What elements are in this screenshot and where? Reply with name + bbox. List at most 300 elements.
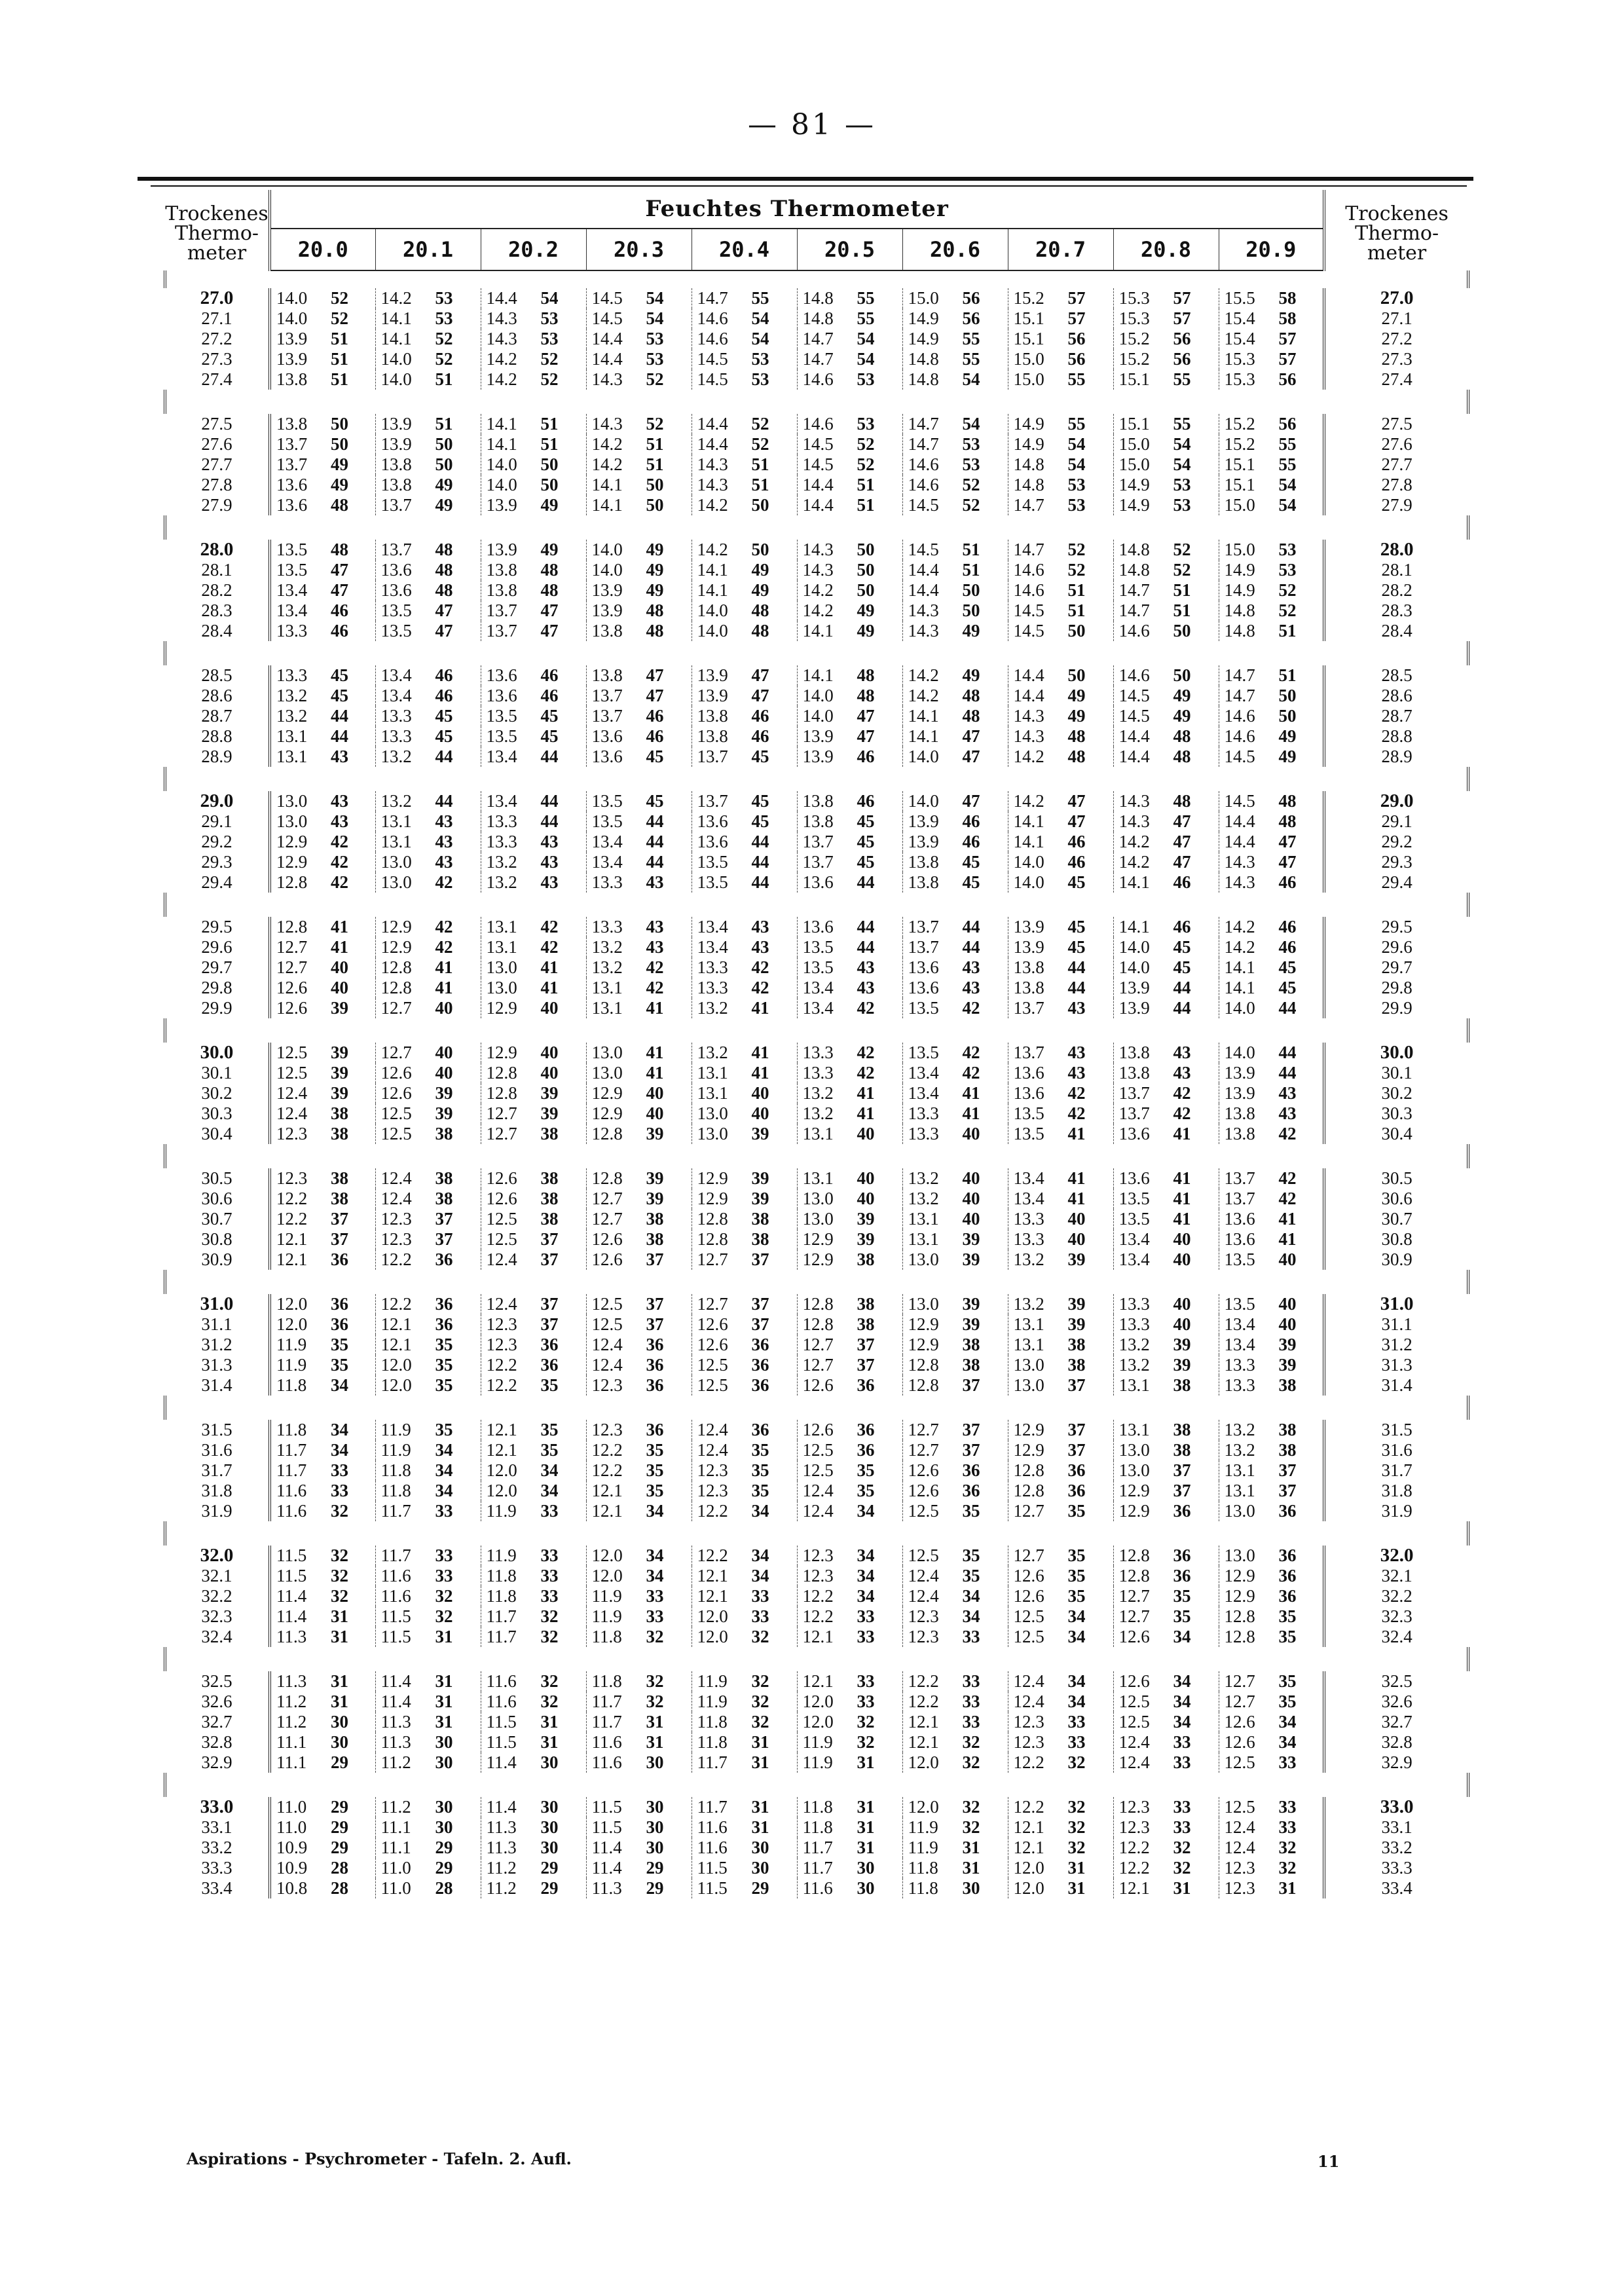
reading-cell xyxy=(375,1043,481,1063)
vapor-value: 12.9 xyxy=(591,1103,623,1123)
humidity-value: 45 xyxy=(962,852,980,872)
dry-temp-right: 33.2 xyxy=(1324,1838,1468,1858)
vapor-value: 15.4 xyxy=(1224,329,1255,348)
humidity-value: 47 xyxy=(857,706,875,726)
dry-temp-left: 29.0 xyxy=(165,791,270,811)
dry-temp-right: 27.0 xyxy=(1324,288,1468,308)
reading-cell xyxy=(902,1566,1008,1586)
humidity-value: 40 xyxy=(435,1063,453,1083)
humidity-value: 32 xyxy=(1278,1838,1297,1857)
vapor-value: 14.1 xyxy=(1013,811,1044,831)
vapor-value: 11.9 xyxy=(591,1586,622,1606)
humidity-value: 50 xyxy=(1173,665,1191,685)
vapor-value: 13.9 xyxy=(486,540,517,559)
vapor-value: 13.9 xyxy=(908,811,939,831)
vapor-value: 13.2 xyxy=(486,872,517,892)
vapor-value: 14.0 xyxy=(1224,1043,1255,1062)
humidity-value: 35 xyxy=(435,1375,453,1395)
vapor-value: 13.0 xyxy=(1118,1460,1150,1480)
humidity-value: 32 xyxy=(962,1797,980,1817)
vapor-value: 13.6 xyxy=(380,560,412,580)
humidity-value: 53 xyxy=(857,414,875,434)
vapor-value: 12.8 xyxy=(1118,1546,1150,1565)
humidity-value: 53 xyxy=(857,369,875,389)
humidity-value: 38 xyxy=(540,1209,559,1229)
humidity-value: 39 xyxy=(540,1103,559,1123)
vapor-value: 13.7 xyxy=(697,747,728,766)
reading-cell xyxy=(1008,1294,1113,1314)
humidity-value: 49 xyxy=(540,495,559,515)
vapor-value: 13.9 xyxy=(1013,937,1044,957)
reading-cell xyxy=(797,1440,902,1460)
humidity-value: 35 xyxy=(962,1566,980,1585)
reading-cell xyxy=(692,434,797,454)
vapor-value: 14.1 xyxy=(1224,978,1255,997)
reading-cell xyxy=(1008,917,1113,937)
reading-cell xyxy=(1219,1124,1324,1144)
dry-temp-left: 29.8 xyxy=(165,978,270,998)
vapor-value: 12.3 xyxy=(802,1546,834,1565)
reading-cell xyxy=(481,621,586,641)
vapor-value: 11.6 xyxy=(591,1732,622,1752)
humidity-value: 50 xyxy=(435,454,453,474)
humidity-value: 39 xyxy=(646,1124,664,1143)
vapor-value: 12.7 xyxy=(802,1335,834,1354)
humidity-value: 40 xyxy=(962,1189,980,1208)
reading-cell xyxy=(481,1335,586,1355)
humidity-value: 45 xyxy=(1173,957,1191,977)
vapor-value: 13.2 xyxy=(1224,1420,1255,1439)
dry-temp-left: 28.5 xyxy=(165,665,270,686)
reading-cell xyxy=(586,1627,692,1647)
vapor-value: 14.1 xyxy=(380,329,412,348)
reading-cell xyxy=(1113,1460,1219,1481)
dry-temp-left: 33.0 xyxy=(165,1797,270,1817)
humidity-value: 52 xyxy=(1173,560,1191,580)
vapor-value: 12.9 xyxy=(1118,1481,1150,1500)
humidity-value: 43 xyxy=(1278,1083,1297,1103)
dry-temp-left: 31.0 xyxy=(165,1294,270,1314)
humidity-value: 37 xyxy=(962,1420,980,1439)
reading-cell xyxy=(375,1083,481,1103)
vapor-value: 14.0 xyxy=(1118,937,1150,957)
reading-cell xyxy=(270,1838,375,1858)
reading-cell xyxy=(902,852,1008,872)
dry-temp-left: 31.1 xyxy=(165,1314,270,1335)
vapor-value: 12.2 xyxy=(380,1294,412,1314)
vapor-value: 13.9 xyxy=(591,580,623,600)
humidity-value: 50 xyxy=(1278,686,1297,705)
vapor-value: 13.3 xyxy=(486,811,517,831)
reading-cell xyxy=(375,1692,481,1712)
vapor-value: 13.3 xyxy=(276,621,308,640)
humidity-value: 37 xyxy=(331,1229,348,1249)
reading-cell xyxy=(797,495,902,515)
humidity-value: 33 xyxy=(646,1606,664,1626)
humidity-value: 32 xyxy=(540,1627,559,1646)
reading-cell xyxy=(1219,1732,1324,1752)
vapor-value: 14.4 xyxy=(697,414,728,434)
vapor-value: 13.8 xyxy=(380,475,412,494)
vapor-value: 12.8 xyxy=(380,978,412,997)
vapor-value: 13.5 xyxy=(697,852,728,872)
reading-cell xyxy=(270,1168,375,1189)
vapor-value: 13.9 xyxy=(697,665,728,685)
reading-cell xyxy=(481,1440,586,1460)
reading-cell xyxy=(375,349,481,369)
humidity-value: 42 xyxy=(962,1063,980,1083)
vapor-value: 13.4 xyxy=(802,998,834,1018)
vapor-value: 11.0 xyxy=(276,1817,307,1837)
humidity-value: 47 xyxy=(331,580,348,600)
reading-cell xyxy=(797,957,902,978)
reading-cell xyxy=(270,686,375,706)
reading-cell xyxy=(481,957,586,978)
reading-cell xyxy=(481,1189,586,1209)
reading-cell xyxy=(481,1063,586,1083)
table-row xyxy=(165,1440,1468,1460)
vapor-value: 12.3 xyxy=(591,1375,623,1395)
dry-temp-right: 32.6 xyxy=(1324,1692,1468,1712)
reading-cell xyxy=(692,1189,797,1209)
humidity-value: 54 xyxy=(857,329,875,348)
reading-cell xyxy=(586,791,692,811)
vapor-value: 12.7 xyxy=(1224,1671,1255,1691)
dry-temp-left: 32.2 xyxy=(165,1586,270,1606)
vapor-value: 11.3 xyxy=(486,1838,517,1857)
reading-cell xyxy=(692,1817,797,1838)
dry-temp-left: 29.1 xyxy=(165,811,270,832)
vapor-value: 11.6 xyxy=(276,1501,307,1521)
reading-cell xyxy=(1008,1103,1113,1124)
humidity-value: 33 xyxy=(857,1671,875,1691)
vapor-value: 14.2 xyxy=(908,686,939,705)
reading-cell xyxy=(270,957,375,978)
reading-cell xyxy=(375,1168,481,1189)
block-spacer xyxy=(165,641,1468,665)
vapor-value: 13.8 xyxy=(1224,1124,1255,1143)
table-row xyxy=(165,1375,1468,1396)
vapor-value: 13.9 xyxy=(591,601,623,620)
wet-column-header: 20.1 xyxy=(375,229,481,270)
humidity-value: 54 xyxy=(646,288,664,308)
reading-cell xyxy=(270,580,375,601)
table-row xyxy=(165,706,1468,726)
humidity-value: 48 xyxy=(331,540,348,559)
reading-cell xyxy=(375,1355,481,1375)
reading-cell xyxy=(1113,1189,1219,1209)
reading-cell xyxy=(1113,1627,1219,1647)
vapor-value: 14.1 xyxy=(1118,917,1150,936)
humidity-value: 50 xyxy=(646,495,664,515)
dry-temp-right: 33.3 xyxy=(1324,1858,1468,1878)
reading-cell xyxy=(902,1335,1008,1355)
vapor-value: 13.5 xyxy=(1224,1250,1255,1269)
vapor-value: 12.3 xyxy=(908,1627,939,1646)
vapor-value: 14.2 xyxy=(486,369,517,389)
vapor-value: 14.4 xyxy=(1013,686,1044,705)
reading-cell xyxy=(375,1103,481,1124)
humidity-value: 31 xyxy=(1067,1878,1086,1898)
table-body xyxy=(165,270,1468,1898)
table-row xyxy=(165,580,1468,601)
humidity-value: 45 xyxy=(1067,872,1086,892)
vapor-value: 12.6 xyxy=(908,1481,939,1500)
vapor-value: 13.9 xyxy=(1118,978,1150,997)
vapor-value: 12.8 xyxy=(276,917,308,936)
vapor-value: 14.3 xyxy=(697,454,728,474)
reading-cell xyxy=(1219,686,1324,706)
reading-cell xyxy=(902,1168,1008,1189)
dry-temp-right: 30.8 xyxy=(1324,1229,1468,1250)
table-row xyxy=(165,1797,1468,1817)
dry-temp-left: 28.9 xyxy=(165,747,270,767)
dry-temp-right: 28.6 xyxy=(1324,686,1468,706)
vapor-value: 12.7 xyxy=(697,1250,728,1269)
vapor-value: 13.8 xyxy=(276,414,308,434)
dry-temp-left: 29.6 xyxy=(165,937,270,957)
vapor-value: 12.8 xyxy=(1013,1481,1044,1500)
reading-cell xyxy=(586,832,692,852)
reading-cell xyxy=(692,495,797,515)
humidity-value: 43 xyxy=(857,957,875,977)
vapor-value: 14.7 xyxy=(1013,540,1044,559)
vapor-value: 11.2 xyxy=(380,1752,411,1772)
vapor-value: 11.9 xyxy=(697,1671,728,1691)
reading-cell xyxy=(481,1878,586,1898)
humidity-value: 44 xyxy=(962,917,980,936)
humidity-value: 40 xyxy=(540,1063,559,1083)
humidity-value: 36 xyxy=(540,1335,559,1354)
reading-cell xyxy=(1008,1501,1113,1521)
vapor-value: 12.7 xyxy=(1013,1546,1044,1565)
humidity-value: 44 xyxy=(331,726,348,746)
vapor-value: 12.9 xyxy=(591,1083,623,1103)
vapor-value: 12.4 xyxy=(276,1083,308,1103)
reading-cell xyxy=(902,832,1008,852)
humidity-value: 35 xyxy=(435,1335,453,1354)
table-row xyxy=(165,475,1468,495)
humidity-value: 49 xyxy=(646,580,664,600)
vapor-value: 13.8 xyxy=(802,811,834,831)
vapor-value: 15.3 xyxy=(1224,369,1255,389)
dry-temp-left: 29.9 xyxy=(165,998,270,1018)
humidity-value: 51 xyxy=(1067,580,1086,600)
vapor-value: 12.8 xyxy=(1224,1606,1255,1626)
vapor-value: 13.6 xyxy=(591,747,623,766)
humidity-value: 38 xyxy=(1067,1335,1086,1354)
footer-title: Aspirations - Psychrometer - Tafeln. 2. Aufl. xyxy=(187,2149,572,2168)
humidity-value: 52 xyxy=(857,434,875,454)
humidity-value: 40 xyxy=(1173,1250,1191,1269)
vapor-value: 12.1 xyxy=(908,1732,939,1752)
vapor-value: 12.6 xyxy=(591,1229,623,1249)
reading-cell xyxy=(902,1375,1008,1396)
humidity-value: 51 xyxy=(751,454,769,474)
vapor-value: 12.1 xyxy=(697,1586,728,1606)
vapor-value: 13.6 xyxy=(486,686,517,705)
table-row xyxy=(165,1229,1468,1250)
humidity-value: 38 xyxy=(331,1189,348,1208)
humidity-value: 49 xyxy=(751,560,769,580)
humidity-value: 35 xyxy=(540,1420,559,1439)
vapor-value: 14.1 xyxy=(1118,872,1150,892)
vapor-value: 13.8 xyxy=(802,791,834,811)
humidity-value: 40 xyxy=(1067,1229,1086,1249)
vapor-value: 13.2 xyxy=(908,1189,939,1208)
humidity-value: 44 xyxy=(1173,978,1191,997)
reading-cell xyxy=(1219,349,1324,369)
reading-cell xyxy=(692,1124,797,1144)
reading-cell xyxy=(902,1481,1008,1501)
vapor-value: 13.7 xyxy=(1118,1083,1150,1103)
table-row xyxy=(165,1692,1468,1712)
vapor-value: 14.8 xyxy=(1118,560,1150,580)
humidity-value: 38 xyxy=(962,1355,980,1375)
reading-cell xyxy=(481,1124,586,1144)
reading-cell xyxy=(692,811,797,832)
reading-cell xyxy=(1113,1375,1219,1396)
humidity-value: 31 xyxy=(540,1732,559,1752)
humidity-value: 41 xyxy=(1067,1168,1086,1188)
reading-cell xyxy=(481,1420,586,1440)
vapor-value: 14.9 xyxy=(1118,495,1150,515)
humidity-value: 30 xyxy=(751,1838,769,1857)
humidity-value: 54 xyxy=(962,414,980,434)
reading-cell xyxy=(1113,686,1219,706)
table-row xyxy=(165,832,1468,852)
humidity-value: 34 xyxy=(331,1420,348,1439)
reading-cell xyxy=(375,329,481,349)
humidity-value: 39 xyxy=(1278,1335,1297,1354)
reading-cell xyxy=(1008,434,1113,454)
reading-cell xyxy=(1219,601,1324,621)
reading-cell xyxy=(902,601,1008,621)
top-rule-thin xyxy=(151,185,1467,187)
dry-temp-right: 28.2 xyxy=(1324,580,1468,601)
vapor-value: 14.1 xyxy=(802,621,834,640)
humidity-value: 35 xyxy=(1173,1586,1191,1606)
humidity-value: 34 xyxy=(857,1501,875,1521)
reading-cell xyxy=(586,1732,692,1752)
dry-temp-right: 31.3 xyxy=(1324,1355,1468,1375)
humidity-value: 42 xyxy=(1067,1103,1086,1123)
vapor-value: 14.4 xyxy=(1118,747,1150,766)
vapor-value: 13.5 xyxy=(908,1043,939,1062)
reading-cell xyxy=(270,1314,375,1335)
vapor-value: 14.0 xyxy=(908,747,939,766)
humidity-value: 51 xyxy=(646,434,664,454)
humidity-value: 50 xyxy=(540,454,559,474)
reading-cell xyxy=(1113,832,1219,852)
vapor-value: 12.8 xyxy=(591,1124,623,1143)
humidity-value: 53 xyxy=(962,454,980,474)
humidity-value: 43 xyxy=(331,791,348,811)
dry-temp-left: 32.8 xyxy=(165,1732,270,1752)
vapor-value: 12.4 xyxy=(1118,1752,1150,1772)
humidity-value: 31 xyxy=(751,1797,769,1817)
humidity-value: 39 xyxy=(857,1209,875,1229)
reading-cell xyxy=(270,978,375,998)
reading-cell xyxy=(692,580,797,601)
table-row xyxy=(165,1314,1468,1335)
vapor-value: 14.7 xyxy=(1224,686,1255,705)
humidity-value: 48 xyxy=(435,540,453,559)
vapor-value: 13.4 xyxy=(1224,1335,1255,1354)
humidity-value: 41 xyxy=(540,978,559,997)
reading-cell xyxy=(692,475,797,495)
reading-cell xyxy=(375,434,481,454)
humidity-value: 51 xyxy=(435,369,453,389)
vapor-value: 14.9 xyxy=(1013,414,1044,434)
humidity-value: 31 xyxy=(435,1692,453,1711)
humidity-value: 45 xyxy=(331,665,348,685)
reading-cell xyxy=(1113,1250,1219,1270)
humidity-value: 51 xyxy=(1278,665,1297,685)
reading-cell xyxy=(481,288,586,308)
reading-cell xyxy=(586,726,692,747)
reading-cell xyxy=(692,1250,797,1270)
vapor-value: 12.0 xyxy=(697,1606,728,1626)
dry-temp-left: 32.4 xyxy=(165,1627,270,1647)
reading-cell xyxy=(1113,1083,1219,1103)
reading-cell xyxy=(270,454,375,475)
humidity-value: 31 xyxy=(751,1817,769,1837)
vapor-value: 12.8 xyxy=(697,1229,728,1249)
vapor-value: 14.2 xyxy=(802,580,834,600)
humidity-value: 46 xyxy=(857,791,875,811)
reading-cell xyxy=(1113,1817,1219,1838)
vapor-value: 14.0 xyxy=(697,621,728,640)
humidity-value: 49 xyxy=(962,621,980,640)
reading-cell xyxy=(586,1209,692,1229)
dry-temp-right: 32.2 xyxy=(1324,1586,1468,1606)
reading-cell xyxy=(481,454,586,475)
humidity-value: 48 xyxy=(540,560,559,580)
reading-cell xyxy=(1219,917,1324,937)
humidity-value: 53 xyxy=(1278,540,1297,559)
vapor-value: 11.9 xyxy=(802,1732,833,1752)
vapor-value: 12.8 xyxy=(1224,1627,1255,1646)
vapor-value: 11.4 xyxy=(486,1797,517,1817)
vapor-value: 14.2 xyxy=(908,665,939,685)
vapor-value: 14.0 xyxy=(591,540,623,559)
block-spacer xyxy=(165,1647,1468,1671)
reading-cell xyxy=(902,475,1008,495)
reading-cell xyxy=(270,1335,375,1355)
reading-cell xyxy=(270,308,375,329)
humidity-value: 46 xyxy=(331,601,348,620)
table-row xyxy=(165,621,1468,641)
humidity-value: 43 xyxy=(857,978,875,997)
vapor-value: 13.7 xyxy=(802,832,834,851)
vapor-value: 13.3 xyxy=(591,917,623,936)
humidity-value: 30 xyxy=(962,1878,980,1898)
humidity-value: 38 xyxy=(857,1250,875,1269)
reading-cell xyxy=(270,288,375,308)
vapor-value: 11.6 xyxy=(486,1671,517,1691)
reading-cell xyxy=(270,1752,375,1773)
reading-cell xyxy=(481,726,586,747)
reading-cell xyxy=(1008,308,1113,329)
humidity-value: 45 xyxy=(751,747,769,766)
reading-cell xyxy=(1008,1878,1113,1898)
vapor-value: 15.1 xyxy=(1224,475,1255,494)
vapor-value: 15.2 xyxy=(1224,414,1255,434)
reading-cell xyxy=(902,1209,1008,1229)
reading-cell xyxy=(375,1250,481,1270)
humidity-value: 48 xyxy=(751,601,769,620)
